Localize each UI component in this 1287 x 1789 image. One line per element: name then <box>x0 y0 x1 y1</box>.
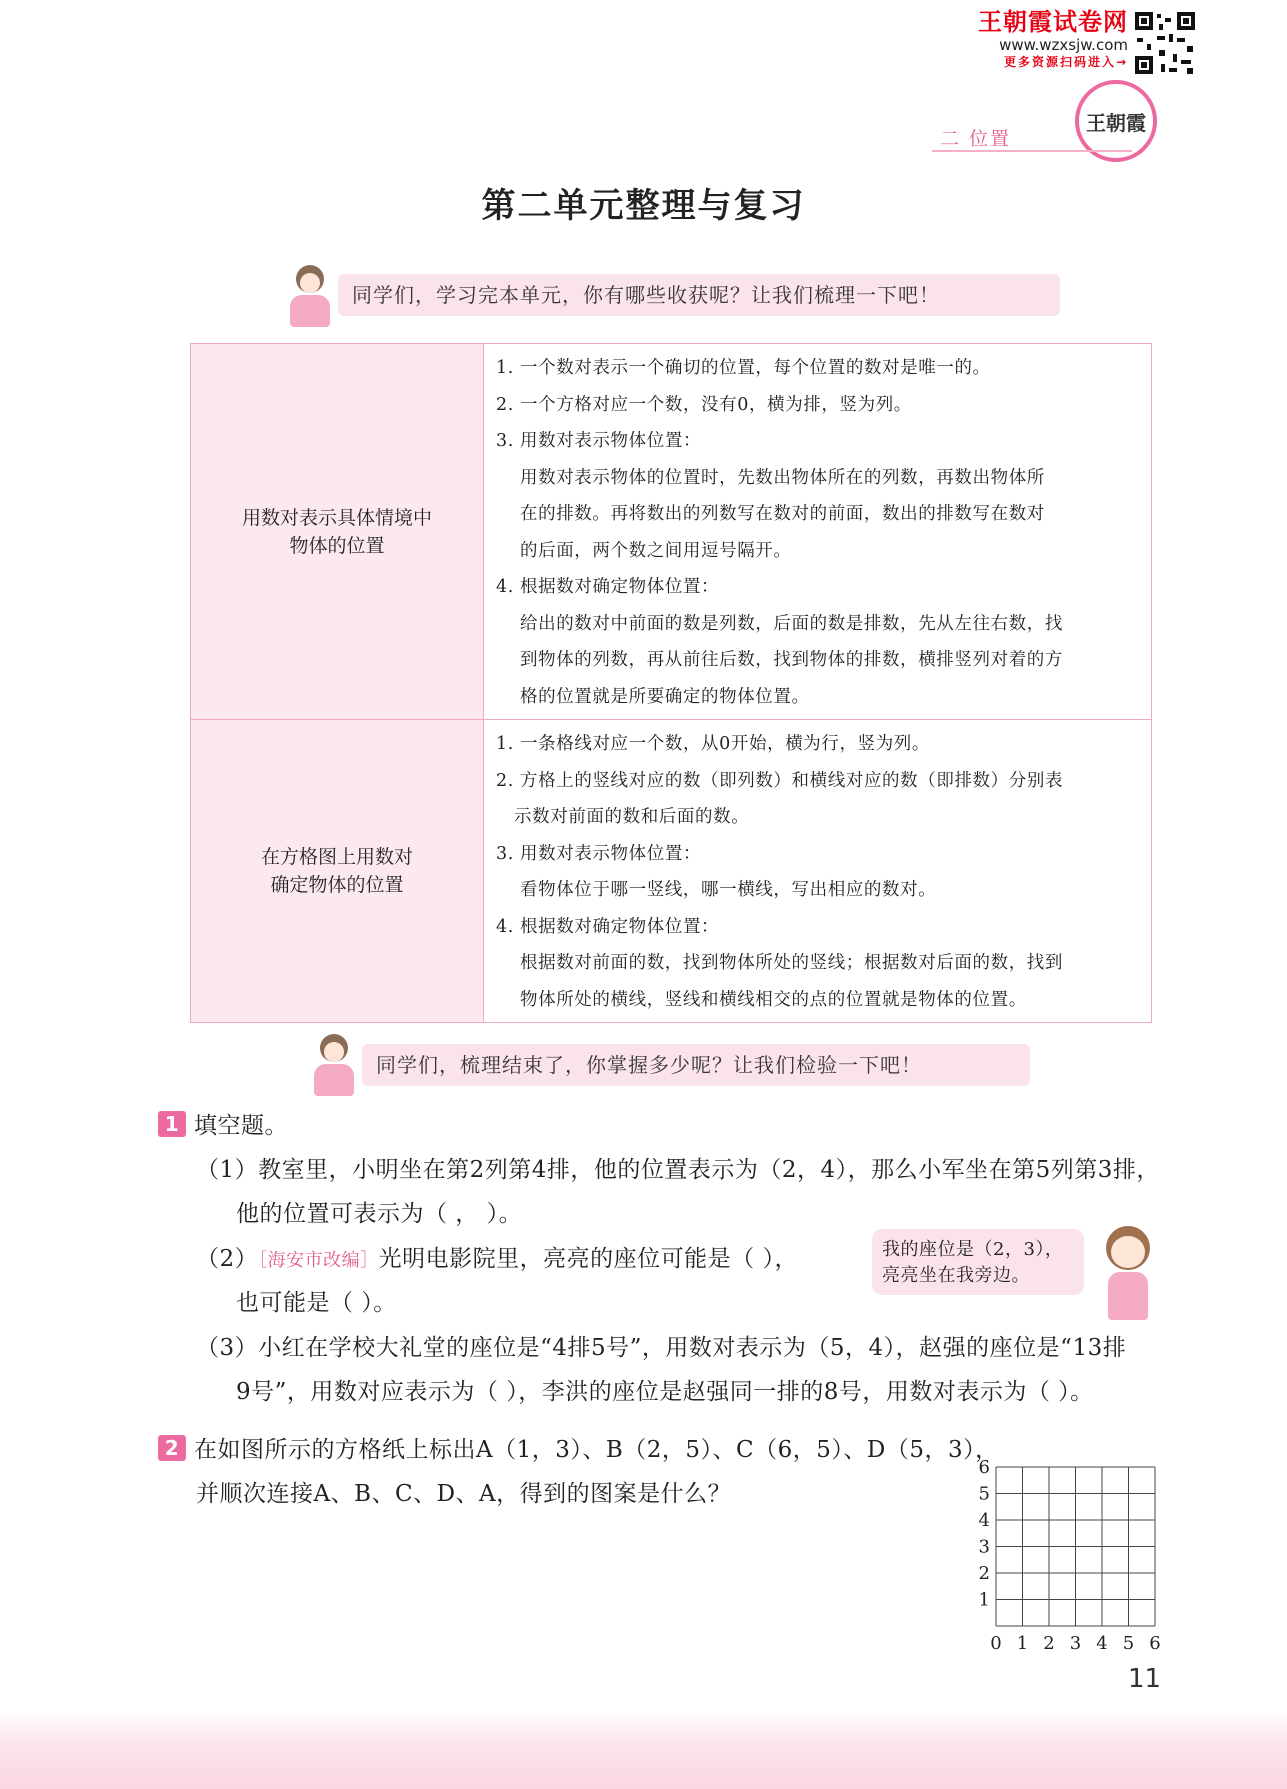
part-text[interactable]: 光明电影院里，亮亮的座位可能是（ ）， <box>378 1246 798 1272</box>
x-tick-label: 1 <box>1016 1633 1029 1654</box>
brand-url[interactable]: www.wzxsjw.com <box>999 36 1128 54</box>
row-header-line: 物体的位置 <box>289 534 385 557</box>
q1-part2-answer-line[interactable]: 也可能是（ ）。 <box>236 1290 397 1316</box>
y-tick-label: 5 <box>978 1483 990 1505</box>
student-icon <box>1098 1226 1158 1322</box>
bubble-line: 亮亮坐在我旁边。 <box>882 1265 1030 1286</box>
y-tick-label: 6 <box>978 1457 990 1478</box>
row-header-line: 确定物体的位置 <box>270 874 404 896</box>
row-content <box>484 344 1152 720</box>
x-tick-label: 3 <box>1069 1633 1082 1654</box>
q1-part1-answer-line[interactable]: 他的位置可表示为（ ， ）。 <box>236 1201 523 1227</box>
point-line: 到物体的列数，再从前往后数，找到物体的排数，横排竖列对着的方 <box>520 650 1063 670</box>
point-line: 4. 根据数对确定物体位置： <box>496 577 720 597</box>
row-header-line: 用数对表示具体情境中 <box>241 506 432 529</box>
brand-scan-hint: 更多资源扫码进入→ <box>1003 55 1128 69</box>
question-1-heading <box>158 1104 288 1148</box>
page-title: 第二单元整理与复习 <box>481 186 806 226</box>
point-line: 在的排数。再将数出的列数写在数对的前面，数出的排数写在数对 <box>520 504 1045 524</box>
question-number: 2 <box>158 1435 186 1461</box>
chapter-divider <box>932 150 1132 152</box>
source-tag: ［海安市改编］ <box>258 1250 379 1271</box>
point-line: 示数对前面的数和后面的数。 <box>514 807 750 827</box>
page-number: 11 <box>1128 1664 1162 1694</box>
x-tick-label: 0 <box>990 1633 1002 1654</box>
q1-part3-line: （3）小红在学校大礼堂的座位是“4排5号”，用数对表示为（5，4），赵强的座位是“13排 <box>196 1335 1127 1361</box>
point-line: 4. 根据数对确定物体位置： <box>496 916 720 937</box>
bubble-line: 我的座位是（2，3）， <box>882 1239 1064 1260</box>
table-row <box>191 720 1152 1023</box>
point-line: 2. 一个方格对应一个数，没有0，横为排，竖为列。 <box>496 394 912 415</box>
row-header <box>191 344 484 720</box>
point-line: 3. 用数对表示物体位置： <box>496 843 702 864</box>
chapter-label: 二 位置 <box>940 128 1012 150</box>
x-tick-label: 6 <box>1149 1633 1161 1654</box>
y-tick-label: 3 <box>978 1536 990 1558</box>
point-line: 3. 用数对表示物体位置： <box>496 431 702 451</box>
point-line: 的后面，两个数之间用逗号隔开。 <box>520 540 792 561</box>
y-tick-label: 1 <box>978 1589 990 1611</box>
teacher-icon <box>308 1034 362 1096</box>
check-banner: 同学们，梳理结束了，你掌握多少呢？让我们检验一下吧！ <box>362 1044 1030 1086</box>
table-row <box>191 344 1152 720</box>
x-tick-label: 4 <box>1096 1633 1108 1654</box>
q1-part3-answer-line[interactable]: 9号”，用数对应表示为（ ），李洪的座位是赵强同一排的8号，用数对表示为（ ）。 <box>236 1379 1094 1405</box>
x-tick-label: 5 <box>1122 1633 1135 1654</box>
point-line: 物体所处的横线，竖线和横线相交的点的位置就是物体的位置。 <box>520 989 1027 1010</box>
qr-code-icon[interactable] <box>1133 10 1197 76</box>
point-line: 格的位置就是所要确定的物体位置。 <box>520 686 810 707</box>
brand-block <box>958 8 1128 70</box>
q1-part1-line: （1）教室里，小明坐在第2列第4排，他的位置表示为（2，4），那么小军坐在第5列第3排， <box>196 1157 1160 1183</box>
point-line: 看物体位于哪一竖线，哪一横线，写出相应的数对。 <box>520 880 937 900</box>
point-line: 给出的数对中前面的数是列数，后面的数是排数，先从左往右数，找 <box>520 613 1063 634</box>
row-header <box>191 720 484 1023</box>
point-line: 根据数对前面的数，找到物体所处的竖线；根据数对后面的数，找到 <box>520 953 1063 973</box>
q1-part2-line <box>196 1237 798 1283</box>
question-title: 填空题。 <box>194 1113 288 1139</box>
point-line: 用数对表示物体的位置时，先数出物体所在的列数，再数出物体所 <box>520 467 1045 488</box>
part-prefix: （2） <box>196 1246 259 1272</box>
point-line: 2. 方格上的竖线对应的数（即列数）和横线对应的数（即排数）分别表 <box>496 770 1064 791</box>
speech-bubble <box>872 1229 1084 1295</box>
coordinate-grid[interactable] <box>970 1448 1170 1654</box>
footer-band <box>0 1712 1287 1789</box>
point-line: 1. 一条格线对应一个数，从0开始，横为行，竖为列。 <box>496 734 930 754</box>
row-header-line: 在方格图上用数对 <box>260 846 413 868</box>
brand-name: 王朝霞试卷网 <box>978 8 1128 36</box>
summary-table <box>190 343 1152 1023</box>
review-banner: 同学们，学习完本单元，你有哪些收获呢？让我们梳理一下吧！ <box>338 274 1060 316</box>
y-tick-label: 4 <box>978 1510 990 1531</box>
row-content <box>484 720 1152 1023</box>
question-2-heading <box>158 1428 999 1472</box>
teacher-icon <box>284 265 338 327</box>
y-tick-label: 2 <box>978 1563 990 1584</box>
point-line: 1. 一个数对表示一个确切的位置，每个位置的数对是唯一的。 <box>496 358 991 378</box>
question-text: 在如图所示的方格纸上标出A（1，3）、B（2，5）、C（6，5）、D（5，3）， <box>194 1437 999 1463</box>
question-2-line: 并顺次连接A、B、C、D、A，得到的图案是什么？ <box>196 1481 732 1507</box>
seal-text: 王朝霞 <box>1086 110 1146 135</box>
question-number: 1 <box>158 1111 186 1137</box>
x-tick-label: 2 <box>1043 1633 1055 1654</box>
